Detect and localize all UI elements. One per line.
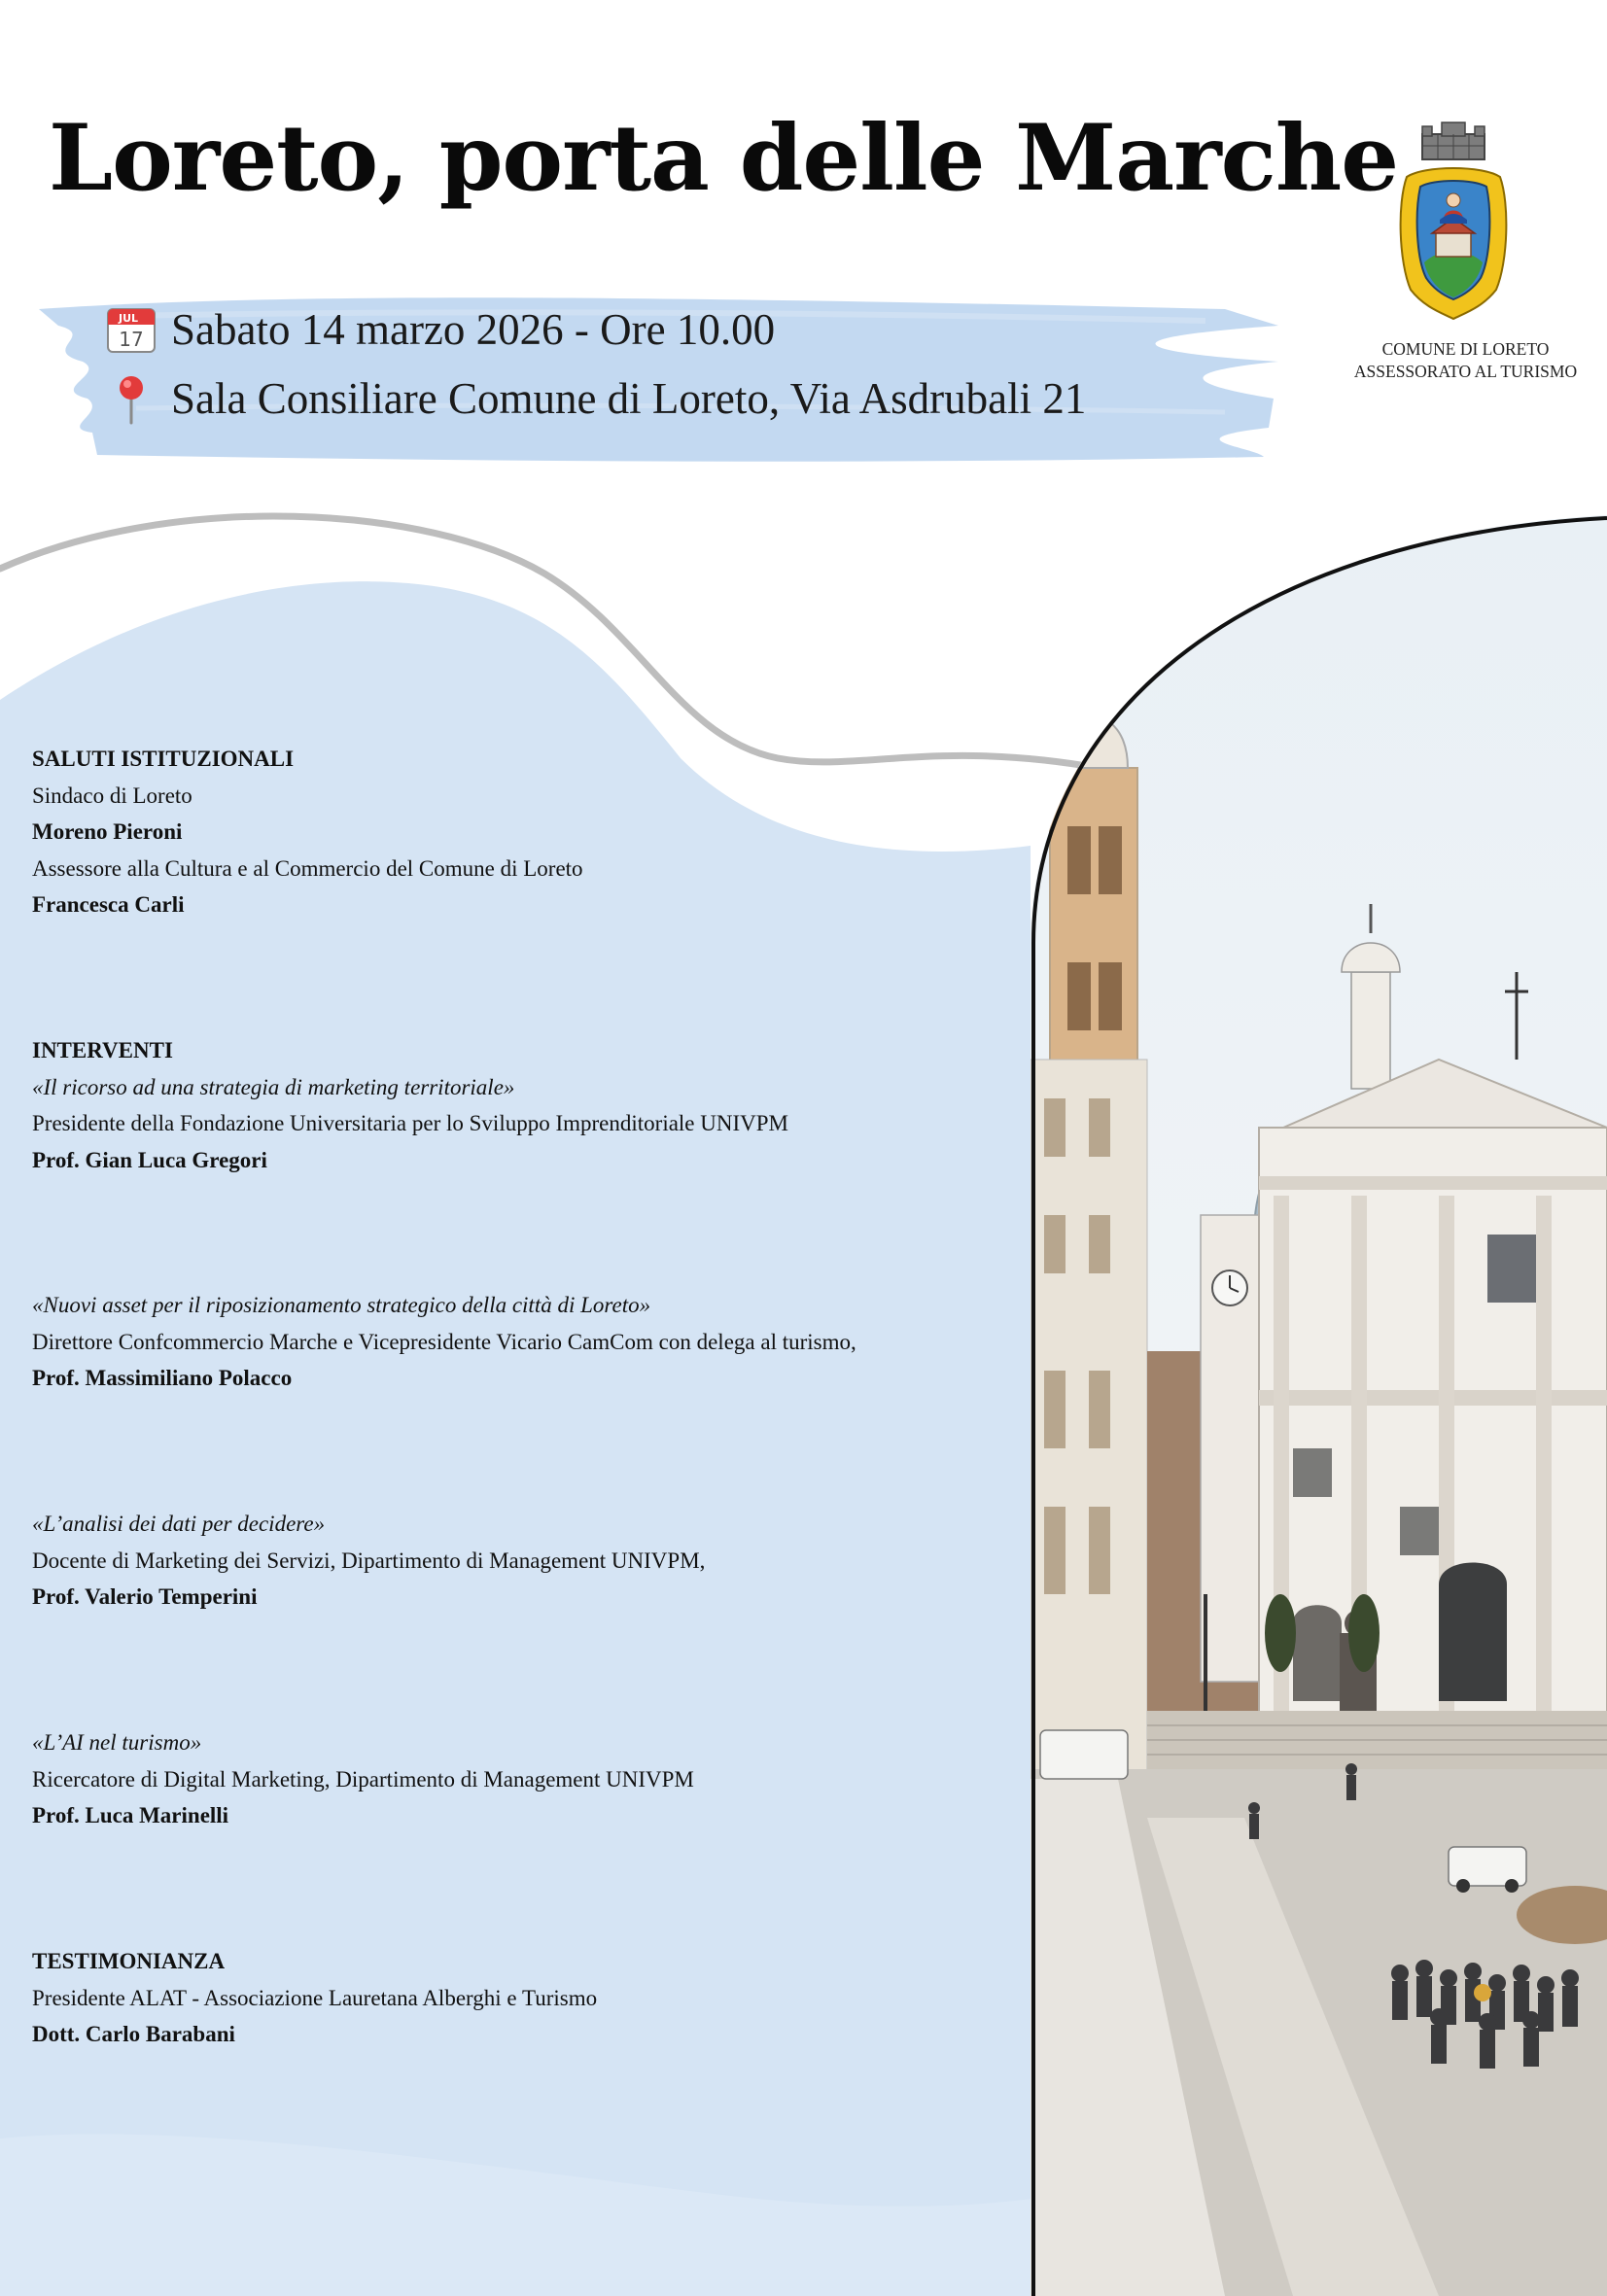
basilica-photo: [1031, 515, 1607, 2296]
page-title: Loreto, porta delle Marche: [49, 105, 1399, 212]
event-location-line: [105, 372, 1086, 425]
speaker-role: Assessore alla Cultura e al Commercio del Comune di Loreto: [32, 855, 583, 881]
section-heading: SALUTI ISTITUZIONALI: [32, 747, 295, 771]
section-heading: INTERVENTI: [32, 1038, 173, 1062]
calendar-icon: [105, 303, 157, 356]
talk-title: «Nuovi asset per il riposizionamento strategico della città di Loreto»: [32, 1293, 651, 1317]
talk-block: [32, 1506, 705, 1616]
event-date: Sabato 14 marzo 2026 - Ore 10.00: [171, 305, 776, 354]
talk-title: «L’analisi dei dati per decidere»: [32, 1512, 326, 1536]
talk-title: «Il ricorso ad una strategia di marketing territoriale»: [32, 1074, 515, 1099]
speaker-role: Presidente ALAT - Associazione Lauretana Alberghi e Turismo: [32, 1985, 598, 2010]
speaker-name: Prof. Valerio Temperini: [32, 1584, 258, 1609]
calendar-month: JUL: [119, 312, 139, 325]
speaker-name: Prof. Luca Marinelli: [32, 1803, 229, 1827]
talk-block: [32, 1287, 856, 1397]
speaker-name: Prof. Gian Luca Gregori: [32, 1147, 267, 1172]
talk-block: [32, 1724, 694, 1834]
calendar-day: 17: [119, 328, 144, 351]
speaker-role: Presidente della Fondazione Universitaria per lo Sviluppo Imprenditoriale UNIVPM: [32, 1111, 788, 1135]
speaker-name: Dott. Carlo Barabani: [32, 2022, 235, 2046]
event-date-line: [105, 303, 775, 356]
section-saluti: [32, 741, 583, 923]
talk-title: «L’AI nel turismo»: [32, 1730, 202, 1755]
speaker-name: Prof. Massimiliano Polacco: [32, 1366, 293, 1390]
crest-icon: [1395, 117, 1512, 321]
speaker-role: Direttore Confcommercio Marche e Vicepresidente Vicario CamCom con delega al turismo,: [32, 1329, 856, 1354]
section-testimonianza: [32, 1943, 597, 2053]
speaker-name: Francesca Carli: [32, 892, 185, 917]
crest-caption-line-1: COMUNE DI LORETO: [1381, 339, 1550, 359]
speaker-role: Docente di Marketing dei Servizi, Dipartimento di Management UNIVPM,: [32, 1548, 706, 1573]
speaker-name: Moreno Pieroni: [32, 819, 183, 844]
crest-caption-line-2: ASSESSORATO AL TURISMO: [1353, 362, 1578, 381]
map-pin-icon: [105, 372, 157, 425]
section-interventi: [32, 1032, 788, 1178]
section-heading: TESTIMONIANZA: [32, 1949, 226, 1973]
event-location: Sala Consiliare Comune di Loreto, Via Asdrubali 21: [171, 374, 1087, 423]
speaker-role: Ricercatore di Digital Marketing, Dipartimento di Management UNIVPM: [32, 1766, 694, 1792]
crest-caption: [1322, 338, 1607, 383]
speaker-role: Sindaco di Loreto: [32, 783, 192, 808]
